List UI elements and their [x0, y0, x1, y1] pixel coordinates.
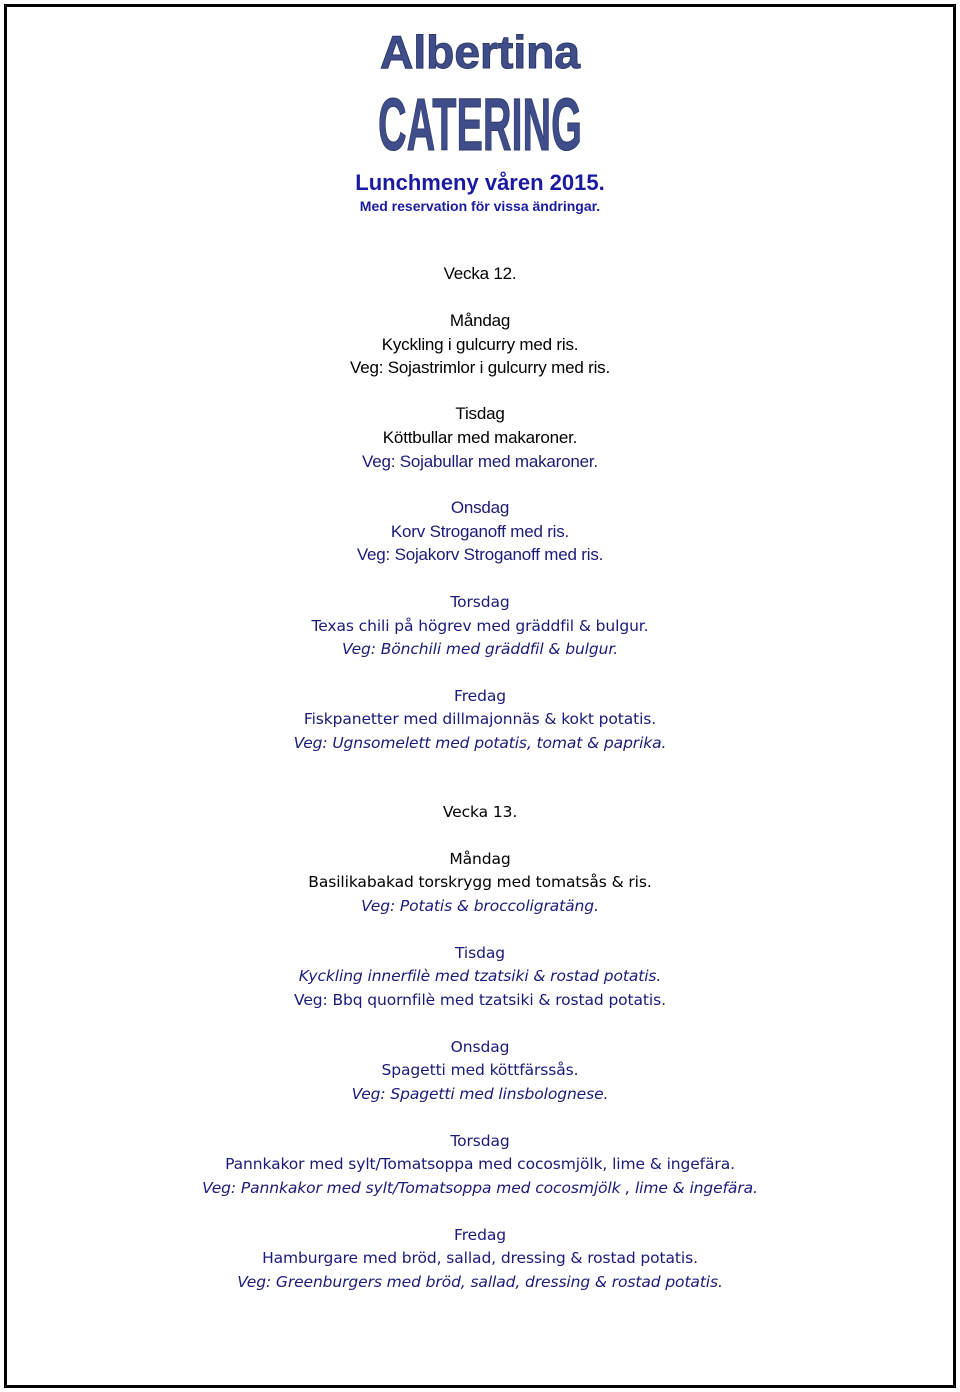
week-13-tuesday-day: Tisdag	[455, 944, 505, 962]
logo-line-albertina: Albertina	[380, 26, 581, 78]
week-13-heading: Vecka 13.	[442, 803, 518, 821]
week-13-wednesday-veg: Veg: Spagetti med linsbolognese.	[351, 1085, 609, 1103]
week-12-wednesday-veg: Veg: Sojakorv Stroganoff med ris.	[356, 545, 604, 564]
week-13-monday-day: Måndag	[449, 850, 511, 868]
week-13-wednesday-day: Onsdag	[450, 1038, 510, 1056]
week-12-monday-veg: Veg: Sojastrimlor i gulcurry med ris.	[350, 358, 610, 377]
page-title: Lunchmeny våren 2015.	[355, 170, 605, 195]
week-12-heading: Vecka 12.	[443, 264, 517, 283]
week-12-thursday-main: Texas chili på högrev med gräddfil & bulgur.	[311, 617, 649, 635]
week-12-wednesday-main: Korv Stroganoff med ris.	[390, 522, 570, 541]
week-13-tuesday-main: Kyckling innerfilè med tzatsiki & rostad potatis.	[298, 967, 662, 985]
week-12-friday-veg: Veg: Ugnsomelett med potatis, tomat & paprika.	[293, 734, 667, 752]
week-13-monday-main: Basilikabakad torskrygg med tomatsås & ris.	[308, 873, 652, 891]
week-13-tuesday-veg: Veg: Bbq quornfilè med tzatsiki & rostad potatis.	[294, 991, 666, 1009]
logo-line-catering: CATERING	[378, 83, 582, 166]
week-13-thursday-main: Pannkakor med sylt/Tomatsoppa med cocosmjölk, lime & ingefära.	[225, 1155, 735, 1173]
albertina-catering-logo	[376, 24, 584, 166]
week-13-friday-day: Fredag	[454, 1226, 506, 1244]
week-13-friday-main: Hamburgare med bröd, sallad, dressing & rostad potatis.	[262, 1249, 698, 1267]
page-subtitle: Med reservation för vissa ändringar.	[359, 198, 601, 214]
week-12-monday-day: Måndag	[449, 311, 511, 330]
week-13-monday-veg: Veg: Potatis & broccoligratäng.	[361, 897, 599, 915]
week-13-thursday-veg: Veg: Pannkakor med sylt/Tomatsoppa med cocosmjölk , lime & ingefära.	[202, 1179, 758, 1197]
week-12-friday-day: Fredag	[454, 687, 506, 705]
week-12-thursday-day: Torsdag	[450, 593, 510, 611]
week-13-thursday-day: Torsdag	[450, 1132, 510, 1150]
week-12-monday-main: Kyckling i gulcurry med ris.	[381, 335, 579, 354]
week-13-wednesday-main: Spagetti med köttfärssås.	[381, 1061, 579, 1079]
week-12-tuesday-main: Köttbullar med makaroner.	[382, 428, 578, 447]
week-12-tuesday-day: Tisdag	[455, 404, 505, 423]
week-13-friday-veg: Veg: Greenburgers med bröd, sallad, dressing & rostad potatis.	[237, 1273, 723, 1291]
week-12-tuesday-veg: Veg: Sojabullar med makaroner.	[362, 452, 598, 471]
week-12-thursday-veg: Veg: Bönchili med gräddfil & bulgur.	[341, 640, 619, 658]
week-12-wednesday-day: Onsdag	[450, 498, 510, 517]
week-12-friday-main: Fiskpanetter med dillmajonnäs & kokt potatis.	[303, 710, 657, 728]
